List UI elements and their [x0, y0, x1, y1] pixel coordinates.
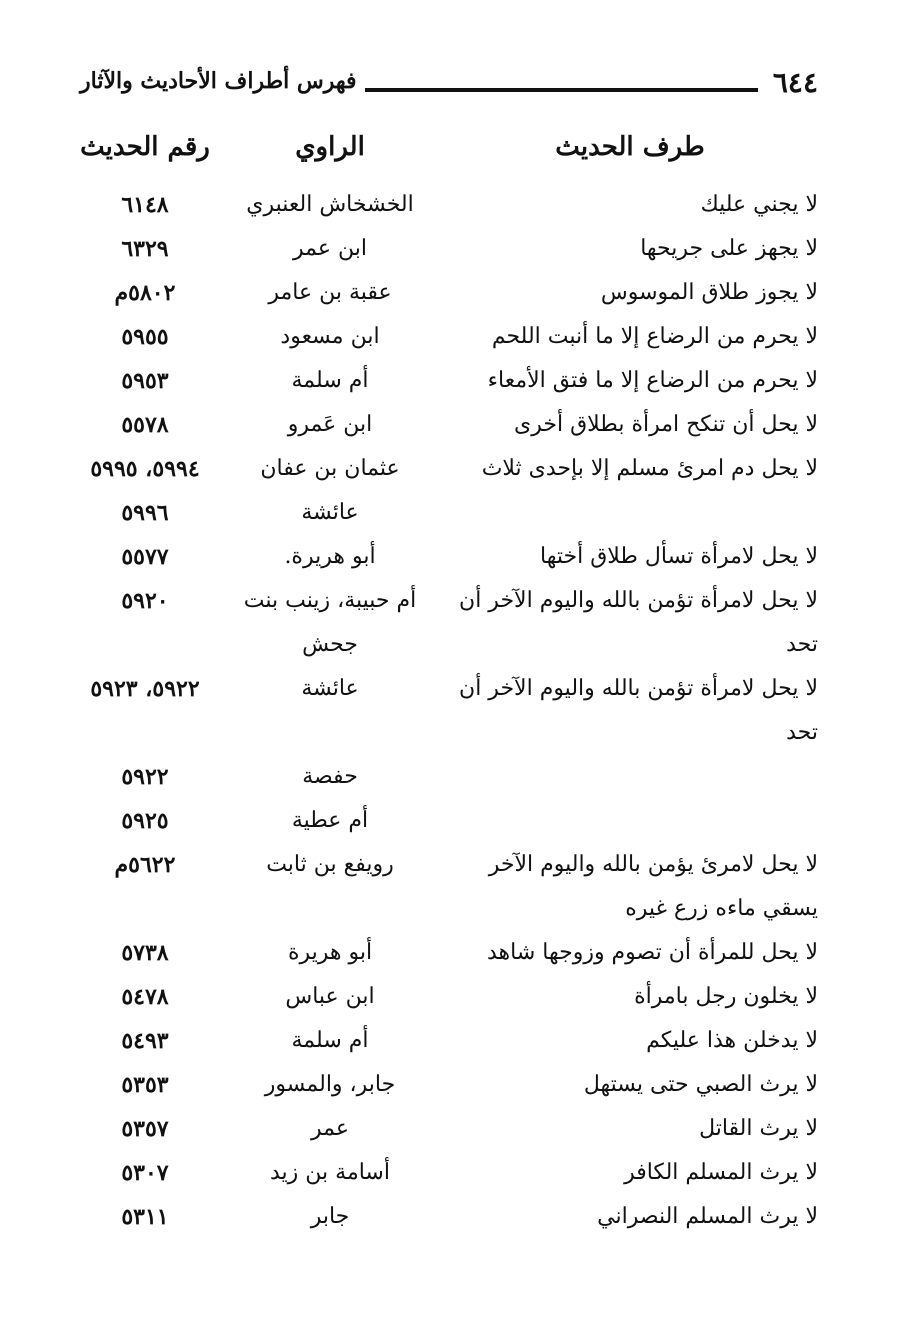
hadith-number: ٥٥٧٨ — [121, 412, 169, 438]
hadith-text: لا يرث المسلم الكافر — [624, 1160, 818, 1185]
column-heading-number: رقم الحديث — [80, 132, 210, 162]
table-row — [0, 1195, 924, 1239]
narrator-name: أم سلمة — [291, 368, 369, 393]
table-row — [0, 843, 924, 931]
hadith-number: ٥٧٣٨ — [121, 940, 169, 966]
table-row — [0, 315, 924, 359]
hadith-number: ٥٣٠٧ — [121, 1160, 169, 1186]
hadith-text: لا يحرم من الرضاع إلا ما أنبت اللحم — [491, 324, 818, 349]
table-row — [0, 579, 924, 667]
table-row — [0, 491, 924, 535]
narrator-name: عائشة — [301, 676, 359, 701]
narrator-name: عثمان بن عفان — [260, 456, 400, 481]
table-row — [0, 447, 924, 491]
narrator-name: أسامة بن زيد — [270, 1160, 390, 1185]
table-row — [0, 403, 924, 447]
table-row — [0, 359, 924, 403]
hadith-number: ٥٨٠٢م — [114, 280, 176, 306]
hadith-number: ٥٩٢٥ — [121, 808, 169, 834]
hadith-number: ٥٩٢٢ — [121, 764, 169, 790]
narrator-name: جابر — [310, 1204, 350, 1229]
table-row — [0, 931, 924, 975]
table-row — [0, 271, 924, 315]
narrator-name: الخشخاش العنبري — [246, 192, 414, 217]
header-rule — [365, 88, 758, 92]
hadith-number: ٦١٤٨ — [121, 192, 169, 218]
table-row — [0, 1019, 924, 1063]
hadith-number: ٥٩٢٢، ٥٩٢٣ — [90, 676, 200, 702]
page-number: ٦٤٤ — [772, 66, 818, 99]
hadith-number: ٥٤٩٣ — [121, 1028, 169, 1054]
narrator-name: أم عطية — [291, 808, 369, 833]
hadith-number: ٥٦٢٢م — [114, 852, 176, 878]
narrator-name: أم سلمة — [291, 1028, 369, 1053]
hadith-text: لا يخلون رجل بامرأة — [634, 984, 818, 1009]
hadith-text: لا يرث الصبي حتى يستهل — [583, 1072, 818, 1097]
table-row — [0, 755, 924, 799]
table-row — [0, 1151, 924, 1195]
table-row — [0, 799, 924, 843]
table-row — [0, 975, 924, 1019]
hadith-text: لا يجهز على جريحها — [640, 236, 818, 261]
hadith-number: ٥٥٧٧ — [121, 544, 169, 570]
narrator-name: عائشة — [301, 500, 359, 525]
hadith-text: لا يدخلن هذا عليكم — [646, 1028, 818, 1053]
table-row — [0, 1107, 924, 1151]
narrator-name: عقبة بن عامر — [268, 280, 392, 305]
narrator-name: أبو هريرة — [287, 940, 373, 965]
hadith-text: لا يحل لامرئ يؤمن بالله واليوم الآخر يسقي ماءه زرع غيره — [488, 852, 818, 921]
hadith-number: ٦٣٢٩ — [121, 236, 169, 262]
hadith-number: ٥٣٥٧ — [121, 1116, 169, 1142]
table-row — [0, 183, 924, 227]
hadith-text: لا يحل لامرأة تسأل طلاق أختها — [540, 544, 818, 569]
narrator-name: حفصة — [302, 764, 358, 789]
narrator-name: ابن عمر — [293, 236, 367, 261]
hadith-number: ٥٩٥٥ — [121, 324, 169, 350]
narrator-name: أبو هريرة. — [284, 544, 376, 569]
narrator-name: رويفع بن ثابت — [266, 852, 394, 877]
hadith-text: لا يحل للمرأة أن تصوم وزوجها شاهد — [486, 940, 818, 965]
hadith-number: ٥٣١١ — [121, 1204, 169, 1230]
column-heading-hadith: طرف الحديث — [555, 132, 705, 162]
hadith-number: ٥٩٥٣ — [121, 368, 169, 394]
hadith-index-table — [0, 183, 924, 1243]
hadith-text: لا يرث القاتل — [699, 1116, 818, 1141]
table-row — [0, 667, 924, 755]
hadith-number: ٥٩٢٠ — [121, 588, 169, 614]
table-row — [0, 227, 924, 271]
running-title: فهرس أطراف الأحاديث والآثار — [80, 68, 357, 94]
hadith-text: لا يحل أن تنكح امرأة بطلاق أخرى — [514, 412, 818, 437]
page-header — [80, 66, 818, 106]
narrator-name: ابن عباس — [285, 984, 375, 1009]
narrator-name: ابن عَمرو — [287, 412, 373, 437]
hadith-text: لا يحل لامرأة تؤمن بالله واليوم الآخر أن تحد — [459, 588, 818, 657]
column-headings — [0, 132, 924, 172]
hadith-number: ٥٩٩٦ — [121, 500, 169, 526]
hadith-text: لا يجوز طلاق الموسوس — [600, 280, 818, 305]
hadith-text: لا يحل لامرأة تؤمن بالله واليوم الآخر أن تحد — [459, 676, 818, 745]
column-heading-narrator: الراوي — [295, 132, 365, 162]
table-row — [0, 535, 924, 579]
hadith-text: لا يحرم من الرضاع إلا ما فتق الأمعاء — [487, 368, 818, 393]
narrator-name: ابن مسعود — [280, 324, 380, 349]
hadith-number: ٥٤٧٨ — [121, 984, 169, 1010]
hadith-number: ٥٣٥٣ — [121, 1072, 169, 1098]
narrator-name: جابر، والمسور — [264, 1072, 396, 1097]
narrator-name: عمر — [311, 1116, 349, 1141]
hadith-number: ٥٩٩٤، ٥٩٩٥ — [90, 456, 200, 482]
narrator-name: أم حبيبة، زينب بنت جحش — [243, 588, 417, 657]
hadith-text: لا يحل دم امرئ مسلم إلا بإحدى ثلاث — [481, 456, 818, 481]
hadith-text: لا يجني عليك — [700, 192, 818, 217]
table-row — [0, 1063, 924, 1107]
hadith-text: لا يرث المسلم النصراني — [597, 1204, 818, 1229]
